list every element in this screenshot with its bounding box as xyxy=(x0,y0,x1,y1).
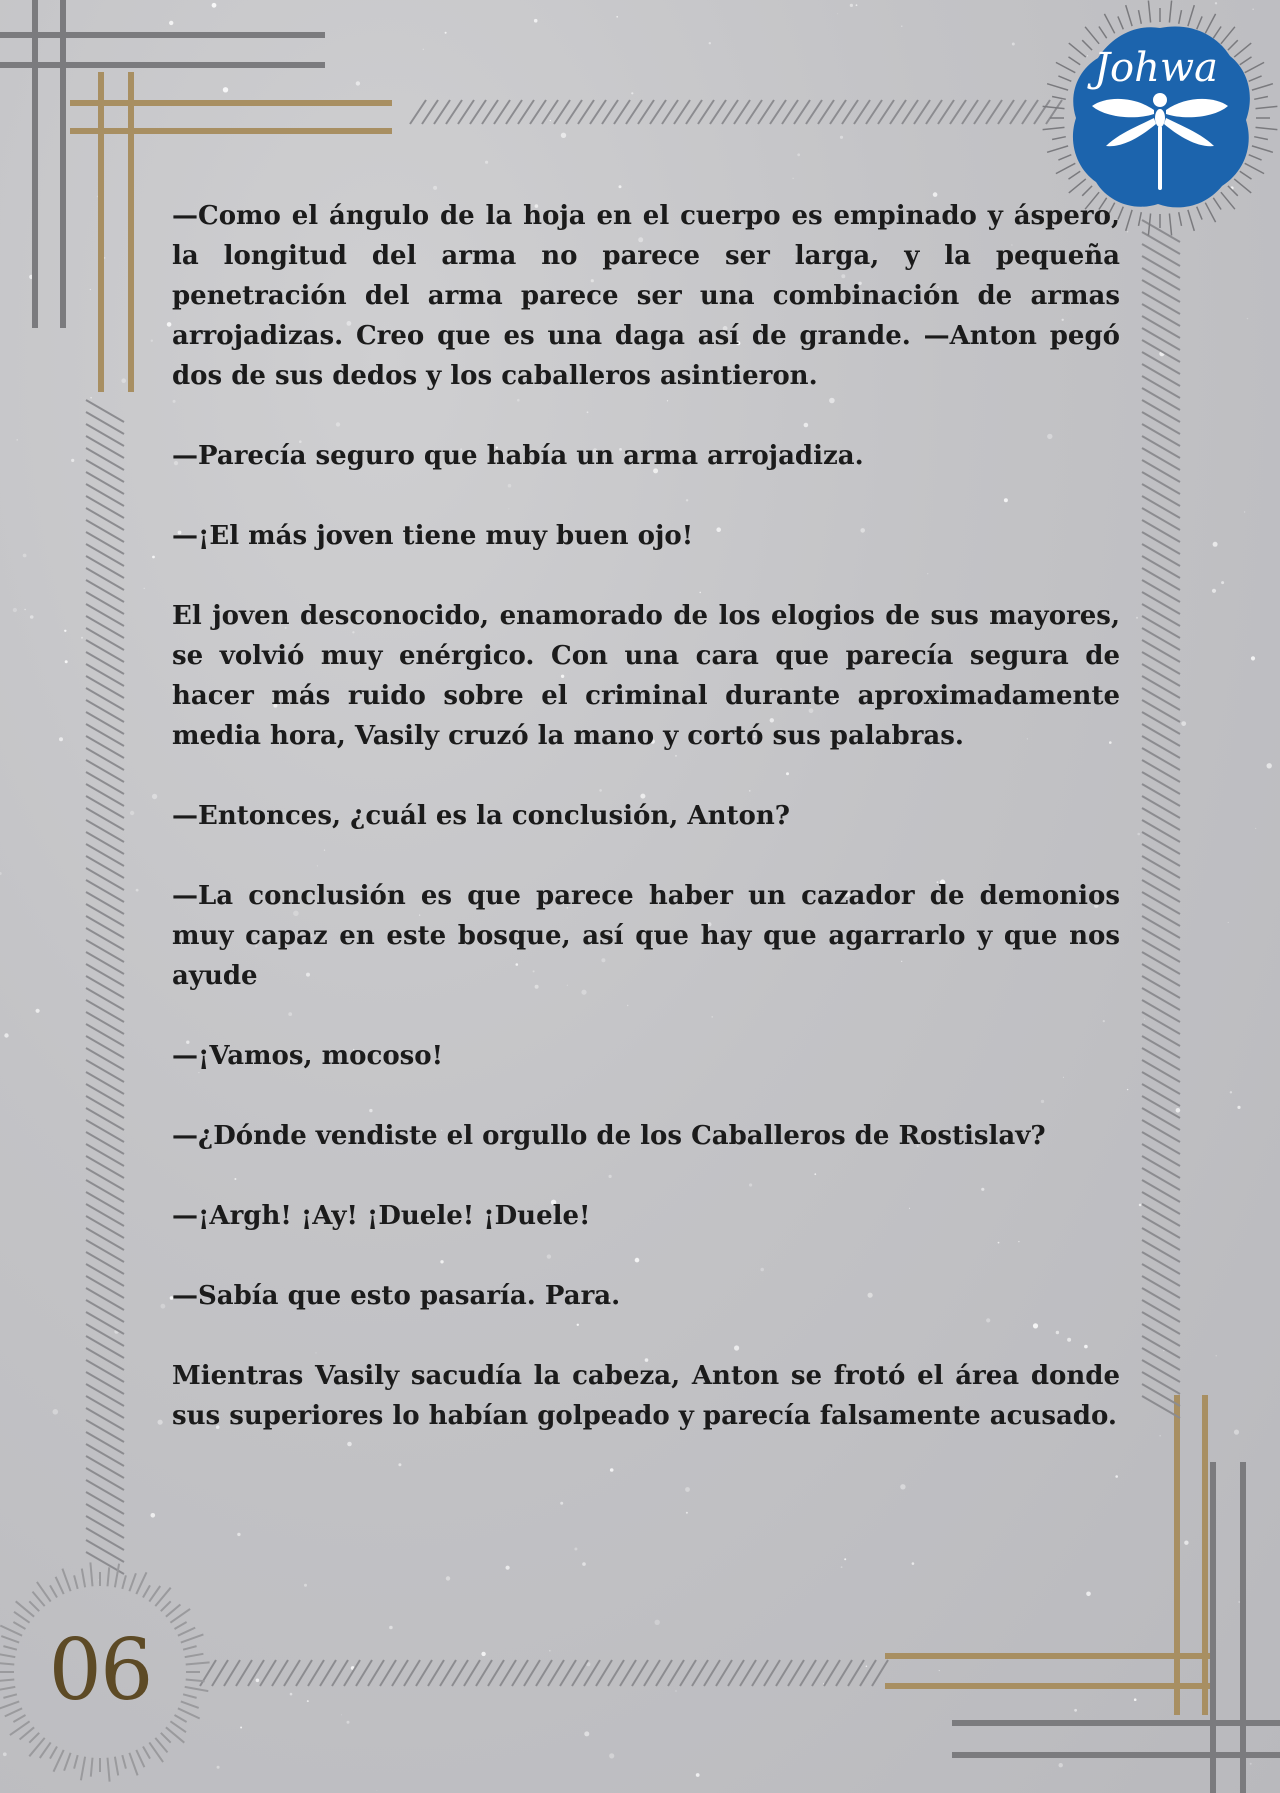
paragraph: —La conclusión es que parece haber un cazador de demonios muy capaz en este bosque, así que hay que agarrarlo y que nos ayude xyxy=(172,881,1120,991)
paragraph: —¡Vamos, mocoso! xyxy=(172,1041,444,1071)
paragraph: —Como el ángulo de la hoja en el cuerpo es empinado y áspero, la longitud del arma no parece ser larga, y la pequeña penetración del arma parece ser una combinación de armas arrojadizas. Creo que es una daga así de grande. —Anton pegó dos de sus dedos y los caballeros asintieron. xyxy=(172,201,1120,391)
paragraph: —¿Dónde vendiste el orgullo de los Caballeros de Rostislav? xyxy=(172,1121,1046,1151)
paragraph: Mientras Vasily sacudía la cabeza, Anton se frotó el área donde sus superiores lo habían golpeado y parecía falsamente acusado. xyxy=(172,1361,1120,1431)
paragraph: —Entonces, ¿cuál es la conclusión, Anton? xyxy=(172,801,790,831)
paragraph: El joven desconocido, enamorado de los elogios de sus mayores, se volvió muy enérgico. Con una cara que parecía segura de hacer más ruido sobre el criminal durante aproximadamente media hora, Vasily cruzó la mano y cortó sus palabras. xyxy=(172,601,1120,751)
page-number: 06 xyxy=(48,1621,152,1719)
document-body xyxy=(172,196,1120,1476)
paragraph: —¡El más joven tiene muy buen ojo! xyxy=(172,521,694,551)
logo-text: Johwa xyxy=(1094,45,1218,91)
paragraph: —Parecía seguro que había un arma arrojadiza. xyxy=(172,441,864,471)
paragraph: —Sabía que esto pasaría. Para. xyxy=(172,1281,621,1311)
paragraph: —¡Argh! ¡Ay! ¡Duele! ¡Duele! xyxy=(172,1201,591,1231)
